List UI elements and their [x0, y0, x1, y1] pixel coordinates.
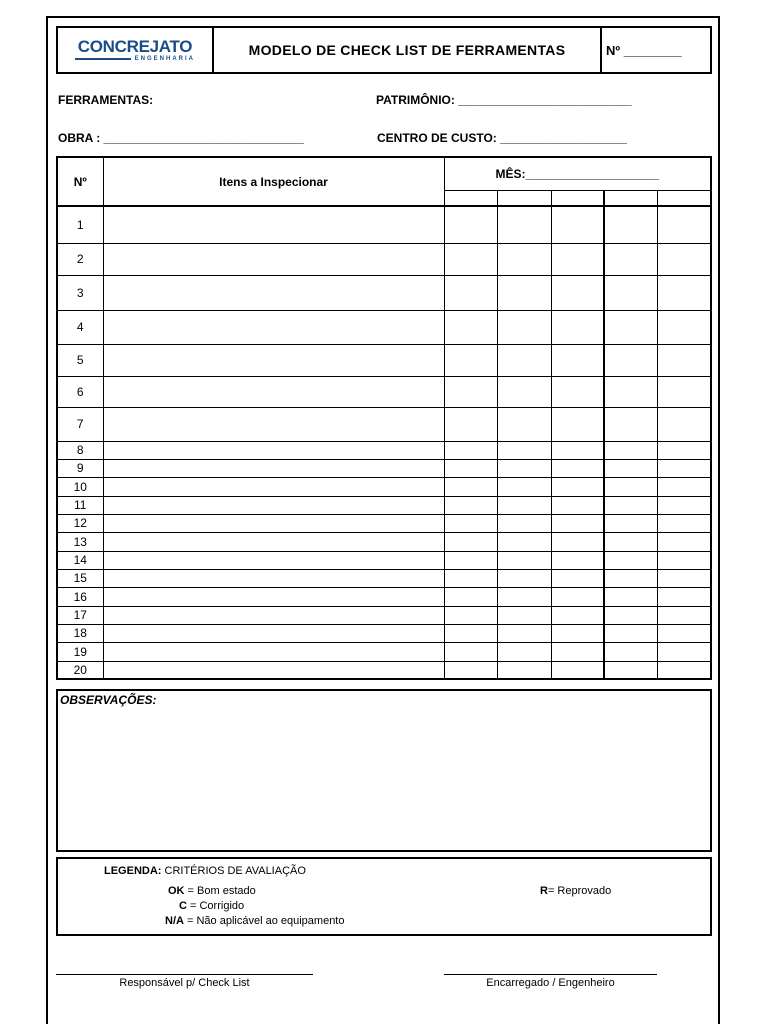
row-number: 18 — [57, 624, 103, 642]
row-month-cell[interactable] — [604, 587, 657, 606]
row-month-cell[interactable] — [444, 661, 497, 679]
table-row — [57, 496, 711, 514]
legend-title-bold: LEGENDA: — [104, 865, 162, 877]
row-month-cell[interactable] — [551, 441, 604, 459]
row-month-cell[interactable] — [604, 551, 657, 569]
row-month-cell[interactable] — [444, 376, 497, 407]
row-number: 8 — [57, 441, 103, 459]
row-number: 10 — [57, 477, 103, 496]
row-month-cell[interactable] — [604, 459, 657, 477]
row-month-cell[interactable] — [604, 243, 657, 275]
row-month-cell[interactable] — [604, 496, 657, 514]
centro-custo-field[interactable]: CENTRO DE CUSTO: ___________________ — [377, 131, 627, 145]
row-month-cell[interactable] — [657, 642, 711, 661]
legend-c: C = Corrigido — [179, 900, 245, 912]
row-month-cell[interactable] — [604, 206, 657, 243]
row-month-cell[interactable] — [444, 587, 497, 606]
row-month-cell[interactable] — [604, 569, 657, 587]
row-number: 15 — [57, 569, 103, 587]
header-items: Itens a Inspecionar — [103, 157, 444, 206]
row-month-cell[interactable] — [657, 376, 711, 407]
observacoes-label: OBSERVAÇÕES: — [60, 693, 157, 707]
row-month-cell[interactable] — [551, 206, 604, 243]
row-month-cell[interactable] — [551, 496, 604, 514]
row-month-cell[interactable] — [444, 514, 497, 532]
row-month-cell[interactable] — [657, 661, 711, 679]
logo-main-text: CONCREJATO — [77, 37, 193, 56]
row-month-cell[interactable] — [444, 569, 497, 587]
month-col-5 — [657, 190, 711, 206]
table-row — [57, 514, 711, 532]
row-month-cell[interactable] — [551, 514, 604, 532]
row-month-cell[interactable] — [444, 496, 497, 514]
row-month-cell[interactable] — [497, 551, 551, 569]
legend-box — [56, 857, 712, 936]
row-item-cell[interactable] — [103, 661, 444, 679]
table-row — [57, 532, 711, 551]
table-row — [57, 661, 711, 679]
table-body — [57, 206, 711, 679]
row-item-cell[interactable] — [103, 206, 444, 243]
table-row — [57, 243, 711, 275]
logo-underline — [75, 58, 131, 60]
row-item-cell[interactable] — [103, 569, 444, 587]
row-month-cell[interactable] — [657, 532, 711, 551]
table-row — [57, 624, 711, 642]
obra-field[interactable]: OBRA : ______________________________ — [58, 131, 304, 145]
row-month-cell[interactable] — [497, 344, 551, 376]
row-month-cell[interactable] — [551, 569, 604, 587]
row-month-cell[interactable] — [657, 606, 711, 624]
row-month-cell[interactable] — [497, 532, 551, 551]
table-row — [57, 407, 711, 441]
row-month-cell[interactable] — [604, 661, 657, 679]
row-month-cell[interactable] — [444, 310, 497, 344]
table-row — [57, 551, 711, 569]
row-month-cell[interactable] — [497, 642, 551, 661]
row-number: 4 — [57, 310, 103, 344]
row-month-cell[interactable] — [657, 310, 711, 344]
form-title: MODELO DE CHECK LIST DE FERRAMENTAS — [214, 28, 602, 72]
row-month-cell[interactable] — [551, 551, 604, 569]
header-box — [56, 26, 712, 74]
row-month-cell[interactable] — [497, 569, 551, 587]
row-month-cell[interactable] — [604, 532, 657, 551]
row-month-cell[interactable] — [497, 459, 551, 477]
inspection-table — [56, 156, 712, 680]
row-number: 17 — [57, 606, 103, 624]
row-month-cell[interactable] — [657, 496, 711, 514]
row-number: 9 — [57, 459, 103, 477]
row-item-cell[interactable] — [103, 532, 444, 551]
row-month-cell[interactable] — [497, 310, 551, 344]
row-month-cell[interactable] — [657, 407, 711, 441]
row-month-cell[interactable] — [551, 642, 604, 661]
row-month-cell[interactable] — [657, 344, 711, 376]
row-month-cell[interactable] — [551, 624, 604, 642]
row-number: 6 — [57, 376, 103, 407]
logo-sub-text: ENGENHARIA — [134, 56, 195, 62]
row-item-cell[interactable] — [103, 310, 444, 344]
row-month-cell[interactable] — [444, 243, 497, 275]
row-month-cell[interactable] — [657, 514, 711, 532]
row-month-cell[interactable] — [551, 310, 604, 344]
signature-label-left: Responsável p/ Check List — [119, 977, 250, 989]
row-item-cell[interactable] — [103, 606, 444, 624]
row-month-cell[interactable] — [444, 477, 497, 496]
signature-line-right[interactable] — [444, 974, 657, 975]
table-row — [57, 606, 711, 624]
row-month-cell[interactable] — [604, 606, 657, 624]
header-number: Nº — [57, 157, 103, 206]
form-number-field[interactable]: Nº ________ — [606, 42, 682, 58]
row-month-cell[interactable] — [551, 376, 604, 407]
row-month-cell[interactable] — [551, 532, 604, 551]
row-item-cell[interactable] — [103, 514, 444, 532]
row-number: 12 — [57, 514, 103, 532]
row-month-cell[interactable] — [497, 606, 551, 624]
row-month-cell[interactable] — [604, 275, 657, 310]
row-month-cell[interactable] — [444, 459, 497, 477]
company-logo — [58, 28, 214, 72]
row-month-cell[interactable] — [551, 661, 604, 679]
observacoes-box[interactable] — [56, 689, 712, 852]
row-month-cell[interactable] — [604, 407, 657, 441]
row-month-cell[interactable] — [551, 477, 604, 496]
row-month-cell[interactable] — [444, 606, 497, 624]
row-month-cell[interactable] — [497, 275, 551, 310]
row-month-cell[interactable] — [604, 624, 657, 642]
month-col-3 — [551, 190, 604, 206]
row-number: 20 — [57, 661, 103, 679]
row-month-cell[interactable] — [444, 624, 497, 642]
legend-na: N/A = Não aplicável ao equipamento — [165, 915, 345, 927]
row-month-cell[interactable] — [444, 344, 497, 376]
row-item-cell[interactable] — [103, 477, 444, 496]
signature-line-left[interactable] — [56, 974, 313, 975]
row-month-cell[interactable] — [657, 569, 711, 587]
row-month-cell[interactable] — [497, 376, 551, 407]
row-month-cell[interactable] — [604, 477, 657, 496]
row-number: 11 — [57, 496, 103, 514]
row-month-cell[interactable] — [497, 661, 551, 679]
row-month-cell[interactable] — [444, 441, 497, 459]
month-col-2 — [497, 190, 551, 206]
row-month-cell[interactable] — [604, 514, 657, 532]
row-item-cell[interactable] — [103, 376, 444, 407]
table-row — [57, 477, 711, 496]
row-month-cell[interactable] — [657, 206, 711, 243]
table-row — [57, 275, 711, 310]
row-item-cell[interactable] — [103, 243, 444, 275]
table-row — [57, 206, 711, 243]
row-number: 5 — [57, 344, 103, 376]
row-number: 1 — [57, 206, 103, 243]
table-row — [57, 310, 711, 344]
row-month-cell[interactable] — [604, 310, 657, 344]
row-number: 2 — [57, 243, 103, 275]
patrimonio-field[interactable]: PATRIMÔNIO: __________________________ — [376, 93, 632, 107]
table-row — [57, 587, 711, 606]
table-row — [57, 376, 711, 407]
table-row — [57, 459, 711, 477]
row-month-cell[interactable] — [497, 206, 551, 243]
row-month-cell[interactable] — [657, 243, 711, 275]
row-month-cell[interactable] — [497, 407, 551, 441]
row-month-cell[interactable] — [657, 275, 711, 310]
row-item-cell[interactable] — [103, 551, 444, 569]
legend-title-rest: CRITÉRIOS DE AVALIAÇÃO — [161, 865, 306, 877]
month-col-4 — [604, 190, 657, 206]
row-month-cell[interactable] — [497, 624, 551, 642]
row-item-cell[interactable] — [103, 441, 444, 459]
row-number: 3 — [57, 275, 103, 310]
row-month-cell[interactable] — [444, 532, 497, 551]
row-month-cell[interactable] — [657, 551, 711, 569]
month-col-1 — [444, 190, 497, 206]
row-item-cell[interactable] — [103, 496, 444, 514]
header-month[interactable]: MÊS:____________________ — [444, 157, 711, 190]
row-item-cell[interactable] — [103, 407, 444, 441]
row-month-cell[interactable] — [604, 376, 657, 407]
row-month-cell[interactable] — [444, 551, 497, 569]
row-month-cell[interactable] — [657, 441, 711, 459]
row-number: 16 — [57, 587, 103, 606]
row-number: 19 — [57, 642, 103, 661]
row-item-cell[interactable] — [103, 275, 444, 310]
row-month-cell[interactable] — [551, 587, 604, 606]
row-month-cell[interactable] — [551, 275, 604, 310]
row-month-cell[interactable] — [657, 624, 711, 642]
table-row — [57, 441, 711, 459]
row-month-cell[interactable] — [657, 459, 711, 477]
row-item-cell[interactable] — [103, 624, 444, 642]
row-item-cell[interactable] — [103, 459, 444, 477]
row-item-cell[interactable] — [103, 344, 444, 376]
row-month-cell[interactable] — [657, 477, 711, 496]
row-number: 14 — [57, 551, 103, 569]
row-month-cell[interactable] — [497, 514, 551, 532]
row-month-cell[interactable] — [444, 642, 497, 661]
row-month-cell[interactable] — [497, 441, 551, 459]
legend-ok: OK = Bom estado — [168, 885, 256, 897]
row-month-cell[interactable] — [551, 407, 604, 441]
row-month-cell[interactable] — [551, 606, 604, 624]
row-month-cell[interactable] — [657, 587, 711, 606]
row-number: 7 — [57, 407, 103, 441]
table-row — [57, 569, 711, 587]
row-month-cell[interactable] — [497, 496, 551, 514]
signature-label-right: Encarregado / Engenheiro — [486, 977, 615, 989]
row-month-cell[interactable] — [551, 344, 604, 376]
row-number: 13 — [57, 532, 103, 551]
row-month-cell[interactable] — [497, 477, 551, 496]
legend-r: R= Reprovado — [540, 885, 612, 897]
row-month-cell[interactable] — [444, 275, 497, 310]
row-month-cell[interactable] — [444, 206, 497, 243]
row-month-cell[interactable] — [551, 459, 604, 477]
row-item-cell[interactable] — [103, 642, 444, 661]
row-month-cell[interactable] — [604, 441, 657, 459]
row-month-cell[interactable] — [604, 344, 657, 376]
row-month-cell[interactable] — [497, 587, 551, 606]
row-month-cell[interactable] — [497, 243, 551, 275]
legend-title — [104, 865, 306, 877]
row-item-cell[interactable] — [103, 587, 444, 606]
ferramentas-field[interactable]: FERRAMENTAS: — [58, 93, 154, 107]
row-month-cell[interactable] — [444, 407, 497, 441]
row-month-cell[interactable] — [604, 642, 657, 661]
row-month-cell[interactable] — [551, 243, 604, 275]
table-row — [57, 344, 711, 376]
table-row — [57, 642, 711, 661]
